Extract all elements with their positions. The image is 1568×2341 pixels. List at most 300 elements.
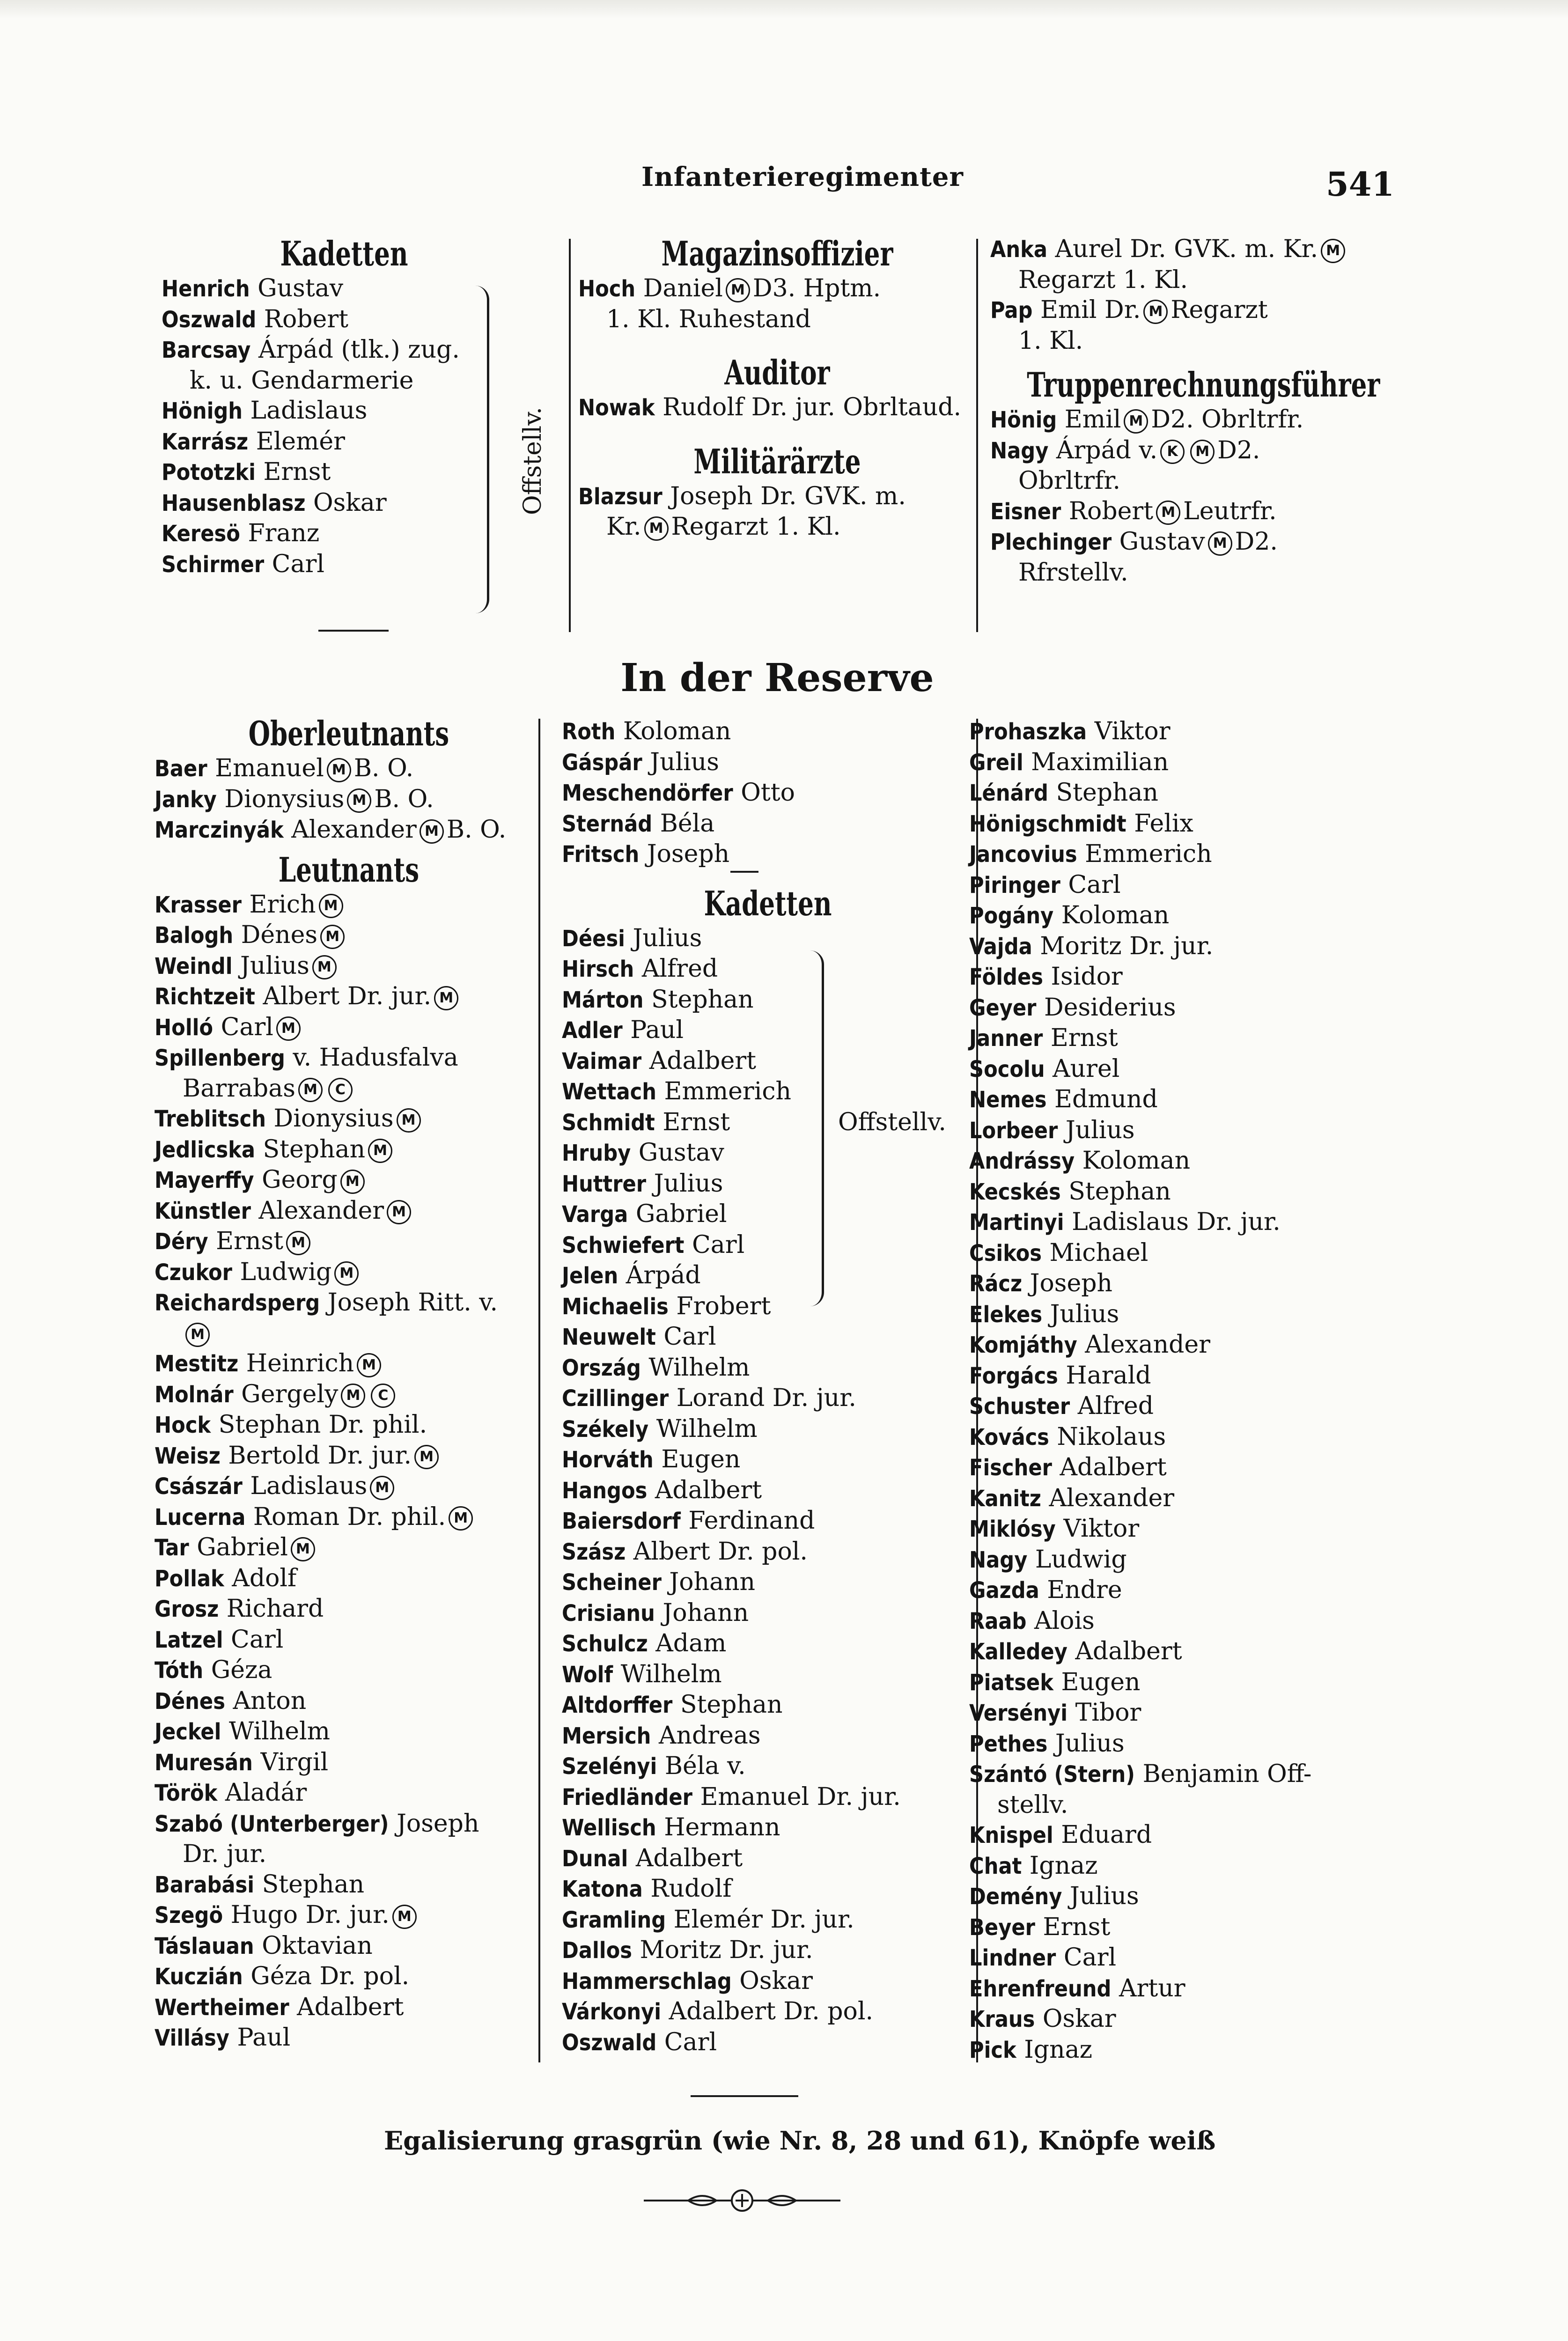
list-item	[969, 1820, 1391, 1851]
surname: Katona	[562, 1876, 643, 1902]
list-item	[969, 1545, 1391, 1575]
list-item	[155, 1625, 543, 1656]
surname: Pick	[969, 2037, 1016, 2063]
given-names: Hugo Dr. jur.	[230, 1901, 390, 1929]
heading-magazinsoffizier: Magazinsoffizier	[661, 234, 893, 273]
surname: Mersich	[562, 1723, 651, 1749]
surname: Henrich	[162, 276, 250, 302]
list-item	[162, 457, 527, 488]
list-item	[969, 1483, 1391, 1514]
surname: Kanitz	[969, 1485, 1041, 1512]
given-names: Heinrich	[246, 1349, 354, 1377]
col1-bottom	[155, 714, 543, 2054]
surname: Hirsch	[562, 956, 634, 982]
list-item	[155, 1961, 543, 1992]
surname: Várkonyi	[562, 1999, 662, 2025]
surname: Szabó (Unterberger)	[155, 1811, 389, 1837]
surname: Hönig	[990, 407, 1057, 433]
given-names: 1. Kl. Ruhestand	[606, 305, 811, 333]
surname: Horváth	[562, 1447, 654, 1473]
rank-note: D3. Hptm.	[752, 274, 881, 302]
list-item	[562, 839, 974, 870]
surname: Kalledey	[969, 1639, 1067, 1665]
given-names: Julius	[633, 924, 702, 952]
given-names: Richard	[226, 1595, 324, 1623]
list-item	[155, 1809, 543, 1840]
surname: Reichardsperg	[155, 1290, 320, 1316]
list-item	[155, 1441, 543, 1472]
offstellv-note-reserve-wrap	[838, 1107, 946, 1138]
given-names: Julius	[1069, 1882, 1139, 1910]
rank-note: Leutrfr.	[1183, 497, 1277, 525]
surname: Neuwelt	[562, 1324, 656, 1350]
given-names: Roman Dr. phil.	[253, 1502, 446, 1531]
given-names: Johann	[669, 1568, 756, 1596]
given-names: Carl	[1063, 1943, 1117, 1972]
kadetten-end-rule	[318, 630, 389, 632]
list-item	[969, 1146, 1391, 1177]
rank-note: Regarzt	[1170, 296, 1268, 324]
list-item	[155, 815, 543, 846]
given-names: Wilhelm	[228, 1717, 330, 1745]
surname: Dénes	[155, 1688, 225, 1715]
given-names: 1. Kl.	[1018, 326, 1083, 355]
rank-note: B. O.	[374, 785, 434, 813]
surname: Hangos	[562, 1477, 648, 1504]
surname: Janner	[969, 1025, 1043, 1052]
list-item	[155, 920, 543, 951]
rank-note: Regarzt 1. Kl.	[671, 513, 841, 541]
rank-note: B. O.	[446, 816, 507, 844]
surname: Barabási	[155, 1871, 255, 1898]
surname: Meschendörfer	[562, 780, 733, 806]
given-names: Julius	[1055, 1729, 1125, 1758]
list-item	[162, 273, 527, 304]
rank-note: B. O.	[353, 754, 414, 782]
surname: Sternád	[562, 810, 653, 837]
surname: Gazda	[969, 1577, 1039, 1604]
list-item	[562, 1506, 974, 1537]
list-item	[990, 234, 1398, 265]
list-item	[969, 993, 1391, 1023]
given-names: Alexander	[258, 1196, 384, 1225]
heading-militaeraerzte: Militärärzte	[693, 441, 861, 481]
given-names: Andreas	[658, 1721, 761, 1750]
given-names: Georg	[262, 1166, 338, 1194]
surname: Holló	[155, 1014, 213, 1041]
given-names: Ernst	[1043, 1913, 1111, 1941]
surname: Baer	[155, 756, 207, 782]
list-item	[562, 1812, 974, 1843]
list-item	[578, 304, 976, 335]
circled-m-icon: M	[414, 1445, 439, 1469]
surname: Anka	[990, 236, 1048, 263]
given-names: Adalbert	[1060, 1453, 1167, 1481]
circled-m-icon: M	[327, 758, 351, 782]
reserve-list-b	[562, 1291, 974, 2058]
list-item	[562, 1537, 974, 1568]
surname: Keresö	[162, 521, 240, 547]
list-item	[562, 1782, 974, 1813]
list-item	[990, 496, 1398, 527]
given-names: Carl	[692, 1230, 745, 1259]
heading-kadetten: Kadetten	[280, 234, 408, 273]
surname: Roth	[562, 719, 616, 745]
list-item	[990, 527, 1398, 558]
list-item	[562, 923, 974, 954]
given-names: Otto	[741, 779, 795, 807]
list-item	[562, 954, 974, 985]
circled-m-icon: M	[340, 1170, 365, 1194]
given-names: Koloman	[1082, 1147, 1191, 1175]
given-names: Hermann	[664, 1813, 780, 1841]
list-item	[562, 1659, 974, 1690]
given-names: Rudolf Dr. jur. Obrltaud.	[663, 393, 962, 421]
list-item	[578, 392, 976, 423]
circled-m-icon: M	[276, 1016, 301, 1041]
given-names: Gustav	[638, 1139, 724, 1167]
list-item	[562, 1138, 974, 1169]
circled-m-icon: M	[185, 1323, 210, 1347]
surname: Wolf	[562, 1661, 613, 1688]
list-item	[990, 435, 1398, 466]
surname: Mayerffy	[155, 1167, 254, 1193]
given-names: Aladár	[225, 1779, 307, 1807]
list-item	[155, 753, 543, 784]
surname: Lénárd	[969, 780, 1048, 806]
list-item	[562, 1905, 974, 1936]
list-item	[155, 1226, 543, 1257]
list-item	[155, 1532, 543, 1563]
list-item	[969, 839, 1391, 870]
list-item	[969, 1851, 1391, 1882]
given-names: Stephan	[262, 1870, 365, 1899]
surname: Schmidt	[562, 1109, 655, 1136]
given-names: Albert Dr. jur.	[263, 982, 432, 1010]
surname: Balogh	[155, 922, 234, 949]
list-item	[155, 1778, 543, 1809]
given-names: Gabriel	[635, 1200, 727, 1228]
given-names: Carl	[1068, 870, 1121, 899]
footer-note: Egalisierung grasgrün (wie Nr. 8, 28 und 61), Knöpfe weiß	[384, 2126, 1216, 2156]
given-names: Adalbert	[635, 1844, 743, 1872]
col1-top	[162, 234, 527, 580]
list-item	[578, 273, 976, 304]
surname: Déesi	[562, 925, 625, 952]
surname: Villásy	[155, 2025, 229, 2051]
circled-m-icon: M	[368, 1139, 392, 1163]
list-item	[969, 1207, 1391, 1238]
given-names: Ferdinand	[688, 1507, 815, 1535]
surname: Pollak	[155, 1565, 224, 1592]
given-names: Gustav	[258, 274, 344, 302]
surname: Treblitsch	[155, 1106, 266, 1132]
surname: Czukor	[155, 1259, 232, 1286]
circled-m-icon: M	[1124, 409, 1148, 434]
list-item	[562, 1598, 974, 1629]
given-names: Edmund	[1054, 1085, 1158, 1113]
aerzte-list-2	[990, 234, 1398, 356]
list-item	[562, 1169, 974, 1200]
given-names: Aurel Dr. GVK. m. Kr.	[1055, 235, 1318, 263]
given-names: Michael	[1049, 1238, 1148, 1267]
given-names: Wilhelm	[648, 1353, 750, 1382]
given-names: Árpád (tlk.) zug.	[258, 336, 460, 364]
given-names: Gabriel	[197, 1533, 288, 1561]
list-item	[562, 1751, 974, 1782]
given-names: Joseph	[1030, 1269, 1113, 1297]
given-names: Joseph	[647, 840, 730, 868]
list-item	[969, 1636, 1391, 1667]
column-rule-1-top	[569, 239, 571, 632]
surname: Dallos	[562, 1937, 632, 1964]
column-rule-2-top	[976, 239, 978, 632]
given-names: Stephan Dr. phil.	[218, 1411, 427, 1439]
list-item	[155, 1104, 543, 1134]
col3-top	[990, 234, 1398, 588]
surname: Tóth	[155, 1657, 204, 1684]
list-item	[969, 1790, 1391, 1820]
list-item	[969, 809, 1391, 839]
given-names: Franz	[248, 519, 320, 547]
list-item	[162, 427, 527, 457]
given-names: Ladislaus Dr. jur.	[1072, 1208, 1281, 1236]
list-item	[155, 1379, 543, 1410]
surname: Piringer	[969, 872, 1060, 898]
surname: Demény	[969, 1884, 1062, 1910]
given-names: Felix	[1134, 809, 1193, 838]
col3-bottom	[969, 716, 1391, 2065]
list-item	[155, 1992, 543, 2023]
list-item	[155, 1318, 543, 1349]
surname: Wertheimer	[155, 1994, 289, 2021]
given-names: Joseph	[397, 1809, 479, 1838]
circled-m-icon: M	[334, 1261, 359, 1286]
surname: Szegö	[155, 1902, 223, 1929]
surname: Wettach	[562, 1079, 657, 1105]
list-item	[155, 1348, 543, 1379]
surname: Czillinger	[562, 1385, 669, 1412]
given-names: Elemér Dr. jur.	[673, 1905, 854, 1934]
list-item	[969, 1299, 1391, 1330]
list-item	[562, 1874, 974, 1905]
given-names: Wilhelm	[620, 1660, 722, 1688]
surname: Baiersdorf	[562, 1508, 681, 1534]
surname: Schulcz	[562, 1631, 648, 1657]
surname: Varga	[562, 1201, 628, 1228]
given-names: Anton	[233, 1686, 307, 1715]
list-item	[969, 1115, 1391, 1146]
kadetten-list	[162, 273, 527, 580]
surname: Eisner	[990, 498, 1061, 525]
list-item	[155, 1257, 543, 1288]
given-names: Ernst	[663, 1108, 730, 1136]
list-item	[969, 1330, 1391, 1361]
list-item	[990, 558, 1398, 588]
given-names: Gustav	[1119, 528, 1205, 556]
surname: Elekes	[969, 1301, 1043, 1328]
given-names: Viktor	[1063, 1515, 1140, 1543]
surname: Pototzki	[162, 459, 256, 486]
surname: Marczinyák	[155, 817, 284, 843]
given-names: Elemér	[256, 427, 346, 456]
surname: Weisz	[155, 1443, 221, 1469]
list-item	[969, 778, 1391, 809]
surname: Tar	[155, 1535, 189, 1561]
given-names: Alois	[1034, 1606, 1095, 1635]
given-names: Koloman	[1061, 901, 1170, 929]
list-item	[155, 1900, 543, 1931]
given-names: Eugen	[1061, 1668, 1141, 1696]
surname: Földes	[969, 964, 1043, 990]
list-item	[155, 1563, 543, 1594]
circled-m-icon: M	[286, 1231, 310, 1255]
surname: Greil	[969, 749, 1023, 776]
footer-rule	[691, 2095, 798, 2097]
list-item	[969, 900, 1391, 931]
surname: Schuster	[969, 1393, 1070, 1420]
given-names: Stephan	[263, 1135, 366, 1163]
surname: Komjáthy	[969, 1332, 1077, 1358]
surname: Hock	[155, 1412, 211, 1438]
given-names: Maximilian	[1031, 748, 1169, 776]
given-names: Virgil	[260, 1748, 329, 1776]
given-names: Árpád v.	[1056, 436, 1158, 464]
list-item	[969, 931, 1391, 962]
list-item	[562, 1475, 974, 1506]
list-item	[562, 1966, 974, 1997]
given-names: Erich	[249, 890, 316, 919]
circled-c-icon: C	[371, 1384, 395, 1408]
list-item	[969, 1054, 1391, 1085]
circled-m-icon: M	[434, 986, 458, 1010]
surname: Hönigh	[162, 398, 243, 424]
surname: Latzel	[155, 1627, 223, 1653]
given-names: Julius	[1050, 1300, 1119, 1328]
list-item	[562, 2027, 974, 2058]
given-names: Adalbert Dr. pol.	[669, 1997, 874, 2025]
list-item	[155, 1839, 543, 1870]
list-item	[162, 488, 527, 519]
surname: Friedländer	[562, 1784, 692, 1811]
surname: Gáspár	[562, 749, 642, 776]
given-names: Ladislaus	[250, 397, 368, 425]
given-names: Gergely	[241, 1380, 339, 1408]
given-names: v. Hadusfalva	[293, 1044, 458, 1072]
surname: Kuczián	[155, 1964, 243, 1990]
given-names: Carl	[664, 2028, 717, 2056]
list-item	[969, 1422, 1391, 1453]
surname: Kraus	[969, 2006, 1035, 2032]
reserve-list-a	[562, 716, 974, 870]
list-item	[155, 1134, 543, 1165]
given-names: Isidor	[1051, 963, 1123, 991]
surname: Császár	[155, 1473, 243, 1500]
list-item	[562, 985, 974, 1016]
circled-m-icon: M	[312, 955, 337, 979]
given-names: Emil	[1064, 405, 1121, 434]
list-item	[562, 1996, 974, 2027]
surname: Hausenblasz	[162, 490, 306, 516]
list-item	[969, 1514, 1391, 1545]
given-names: Emanuel Dr. jur.	[700, 1782, 901, 1811]
surname: Schirmer	[162, 551, 265, 578]
given-names: Koloman	[623, 717, 731, 745]
given-names: Ignaz	[1029, 1851, 1098, 1880]
circled-m-icon: M	[397, 1108, 421, 1133]
circled-m-icon: M	[449, 1506, 473, 1531]
list-item	[969, 1912, 1391, 1943]
circled-m-icon: M	[370, 1476, 394, 1500]
list-item	[990, 405, 1398, 435]
list-item	[969, 1667, 1391, 1698]
list-item	[562, 1690, 974, 1721]
list-item	[969, 2035, 1391, 2066]
surname: Pap	[990, 297, 1033, 324]
list-item	[155, 1165, 543, 1196]
circled-m-icon: M	[1143, 300, 1168, 324]
list-item	[562, 809, 974, 839]
given-names: Harald	[1066, 1361, 1151, 1390]
surname: Knispel	[969, 1822, 1053, 1848]
given-names: Carl	[663, 1323, 716, 1351]
surname: Richtzeit	[155, 984, 255, 1010]
surname: Szász	[562, 1539, 626, 1565]
list-item	[562, 1230, 974, 1261]
list-item	[990, 326, 1398, 356]
list-item	[155, 981, 543, 1012]
surname: Beyer	[969, 1914, 1035, 1941]
given-names: Emmerich	[1085, 840, 1212, 868]
list-item	[155, 1471, 543, 1502]
circled-m-icon: M	[1208, 531, 1232, 556]
given-names: Wilhelm	[656, 1414, 758, 1443]
given-names: Ladislaus	[250, 1472, 368, 1500]
given-names: Obrltrfr.	[1018, 467, 1121, 495]
given-names: Johann	[663, 1598, 749, 1627]
given-names: Carl	[231, 1625, 284, 1654]
list-item	[969, 1023, 1391, 1054]
col2-top	[578, 234, 976, 542]
given-names: Regarzt 1. Kl.	[1018, 265, 1188, 294]
circled-m-icon: M	[387, 1200, 411, 1224]
list-item	[155, 951, 543, 982]
list-item	[969, 962, 1391, 993]
surname: Oszwald	[162, 306, 257, 333]
page-number: 541	[1326, 165, 1395, 204]
surname: Versényi	[969, 1700, 1068, 1726]
list-item	[562, 1291, 974, 1322]
list-item	[578, 512, 976, 542]
surname: Ehrenfreund	[969, 1975, 1112, 2002]
given-names: Dr. jur.	[183, 1840, 267, 1868]
list-item	[562, 1353, 974, 1384]
surname: Márton	[562, 986, 644, 1013]
given-names: Moritz Dr. jur.	[1040, 932, 1214, 960]
list-item	[155, 1074, 543, 1104]
given-names: Albert Dr. pol.	[633, 1537, 808, 1566]
circled-k-icon: K	[1160, 440, 1185, 464]
surname: Táslauan	[155, 1933, 254, 1959]
list-item	[562, 747, 974, 778]
list-item	[155, 1870, 543, 1900]
surname: Jancovius	[969, 841, 1077, 868]
surname: Déry	[155, 1229, 208, 1255]
circled-c-icon: C	[328, 1078, 353, 1102]
list-item	[155, 1655, 543, 1686]
list-item	[562, 1444, 974, 1475]
surname: Schwiefert	[562, 1232, 685, 1259]
